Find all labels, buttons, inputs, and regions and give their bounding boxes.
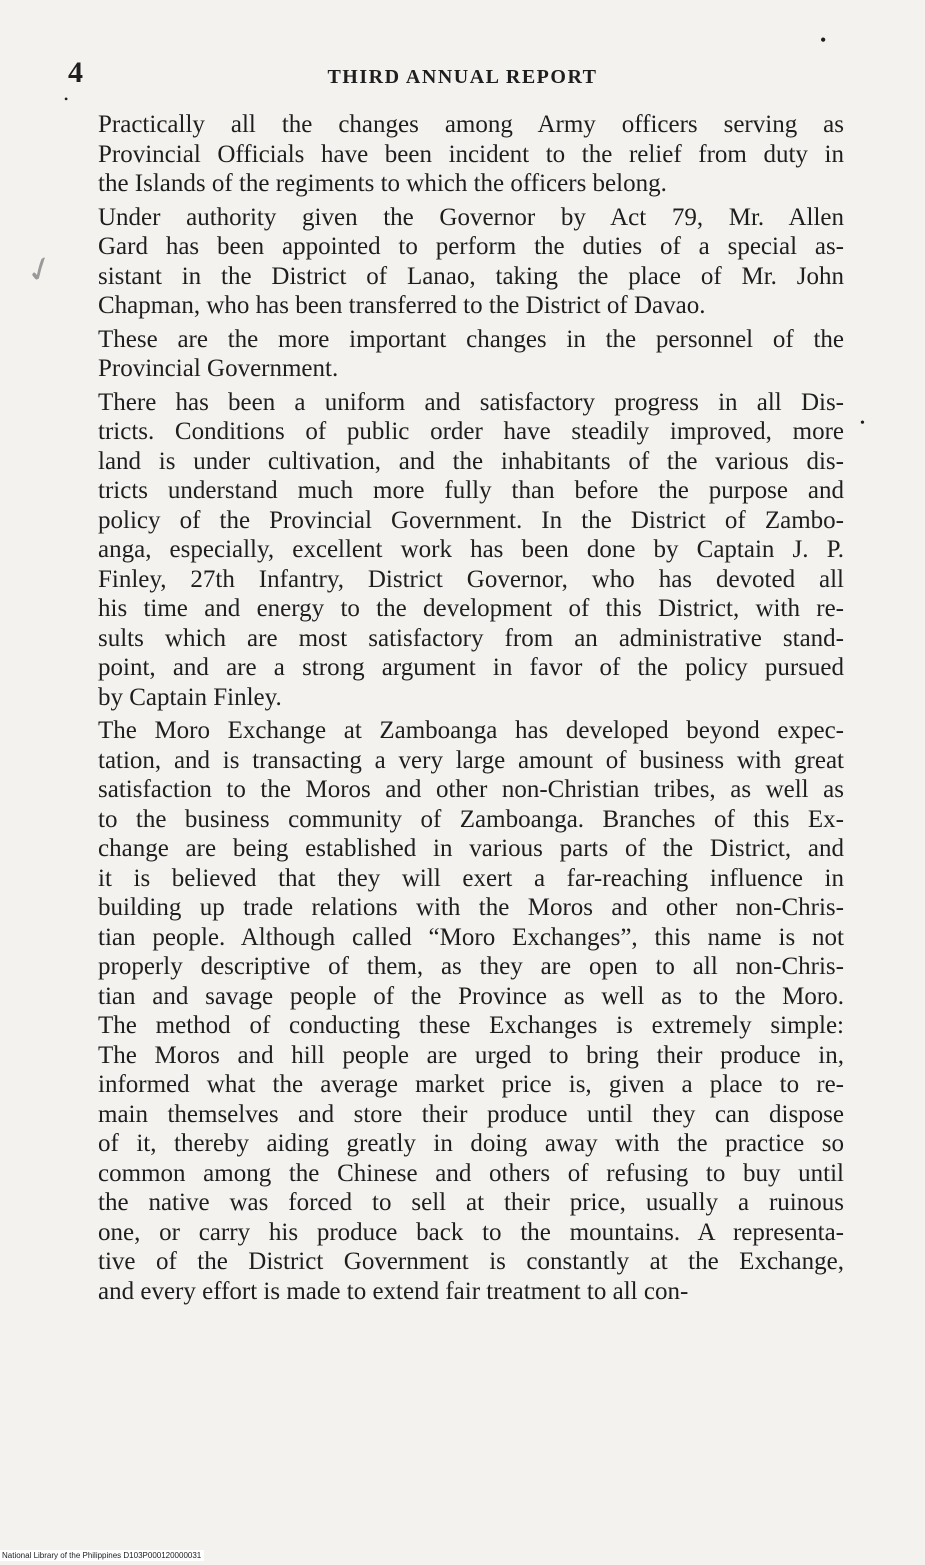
text-line: These are the more important changes in the personnel of the [98,325,844,353]
page-number: 4 [68,56,83,89]
margin-bullet-mark: • [64,92,69,106]
text-line: tricts. Conditions of public order have steadily improved, more [98,418,844,445]
text-line: the Islands of the regiments to which the officers belong. [98,170,667,197]
text-line: The Moro Exchange at Zamboanga has developed beyond expec- [98,717,844,744]
right-margin-mark: • [860,416,865,431]
paragraph-2 [74,203,844,321]
text-line: tian and savage people of the Province as well as to the Moro. [98,982,844,1010]
text-line: common among the Chinese and others of refusing to buy until [98,1159,844,1187]
text-line: the native was forced to sell at their price, usually a ruinous [98,1189,844,1216]
text-line: and every effort is made to extend fair treatment to all con- [98,1277,689,1305]
corner-ink-mark: • [820,30,827,50]
text-line: of it, thereby aiding greatly in doing away with the practice so [98,1130,844,1157]
text-line: building up trade relations with the Moros and other non-Chris- [98,894,844,921]
text-line: Under authority given the Governor by Act 79, Mr. Allen [98,203,844,231]
text-line: sistant in the District of Lanao, taking the place of Mr. John [98,262,844,290]
text-line: his time and energy to the development of this District, with re- [98,595,844,622]
text-line: to the business community of Zamboanga. Branches of this Ex- [98,805,844,833]
text-line: tian people. Although called “Moro Exchanges”, this name is not [98,923,844,951]
text-line: policy of the Provincial Government. In the District of Zambo- [98,506,844,534]
text-line: Gard has been appointed to perform the duties of a special as- [98,233,844,260]
footer-credit: National Library of the Philippines D103P000120000031 [0,1550,204,1561]
paragraph-5 [74,716,844,1306]
text-line: satisfaction to the Moros and other non-Christian tribes, as well as [98,776,844,803]
text-line: it is believed that they will exert a far-reaching influence in [98,864,844,892]
text-line: The Moros and hill people are urged to bring their produce in, [98,1041,844,1069]
text-line: There has been a uniform and satisfactory progress in all Dis- [98,388,844,416]
text-line: one, or carry his produce back to the mountains. A representa- [98,1218,844,1246]
text-line: Provincial Officials have been incident to the relief from duty in [98,140,844,168]
text-line: informed what the average market price is, given a place to re- [98,1071,844,1098]
text-line: properly descriptive of them, as they are open to all non-Chris- [98,953,844,980]
text-line: main themselves and store their produce until they can dispose [98,1100,844,1128]
text-line: anga, especially, excellent work has been done by Captain J. P. [98,536,844,563]
paragraph-1 [74,110,844,199]
running-head: THIRD ANNUAL REPORT [327,66,598,88]
text-line: sults which are most satisfactory from an administrative stand- [98,624,844,652]
text-line: land is under cultivation, and the inhabitants of the various dis- [98,447,844,475]
text-line: tive of the District Government is constantly at the Exchange, [98,1248,844,1275]
text-line: point, and are a strong argument in favor of the policy pursued [98,654,844,681]
text-line: change are being established in various parts of the District, and [98,835,844,862]
margin-check-mark: ✓ [20,248,61,293]
text-line: Chapman, who has been transferred to the District of Davao. [98,292,706,319]
text-line: The method of conducting these Exchanges is extremely simple: [98,1012,844,1039]
text-line: Finley, 27th Infantry, District Governor, who has devoted all [98,565,844,593]
body-text [74,110,844,1310]
paragraph-4 [74,388,844,713]
text-line: Practically all the changes among Army officers serving as [98,111,844,138]
text-line: tation, and is transacting a very large amount of business with great [98,746,844,774]
text-line: Provincial Government. [98,355,339,382]
paragraph-3 [74,325,844,384]
text-line: by Captain Finley. [98,683,282,711]
text-line: tricts understand much more fully than before the purpose and [98,477,844,504]
